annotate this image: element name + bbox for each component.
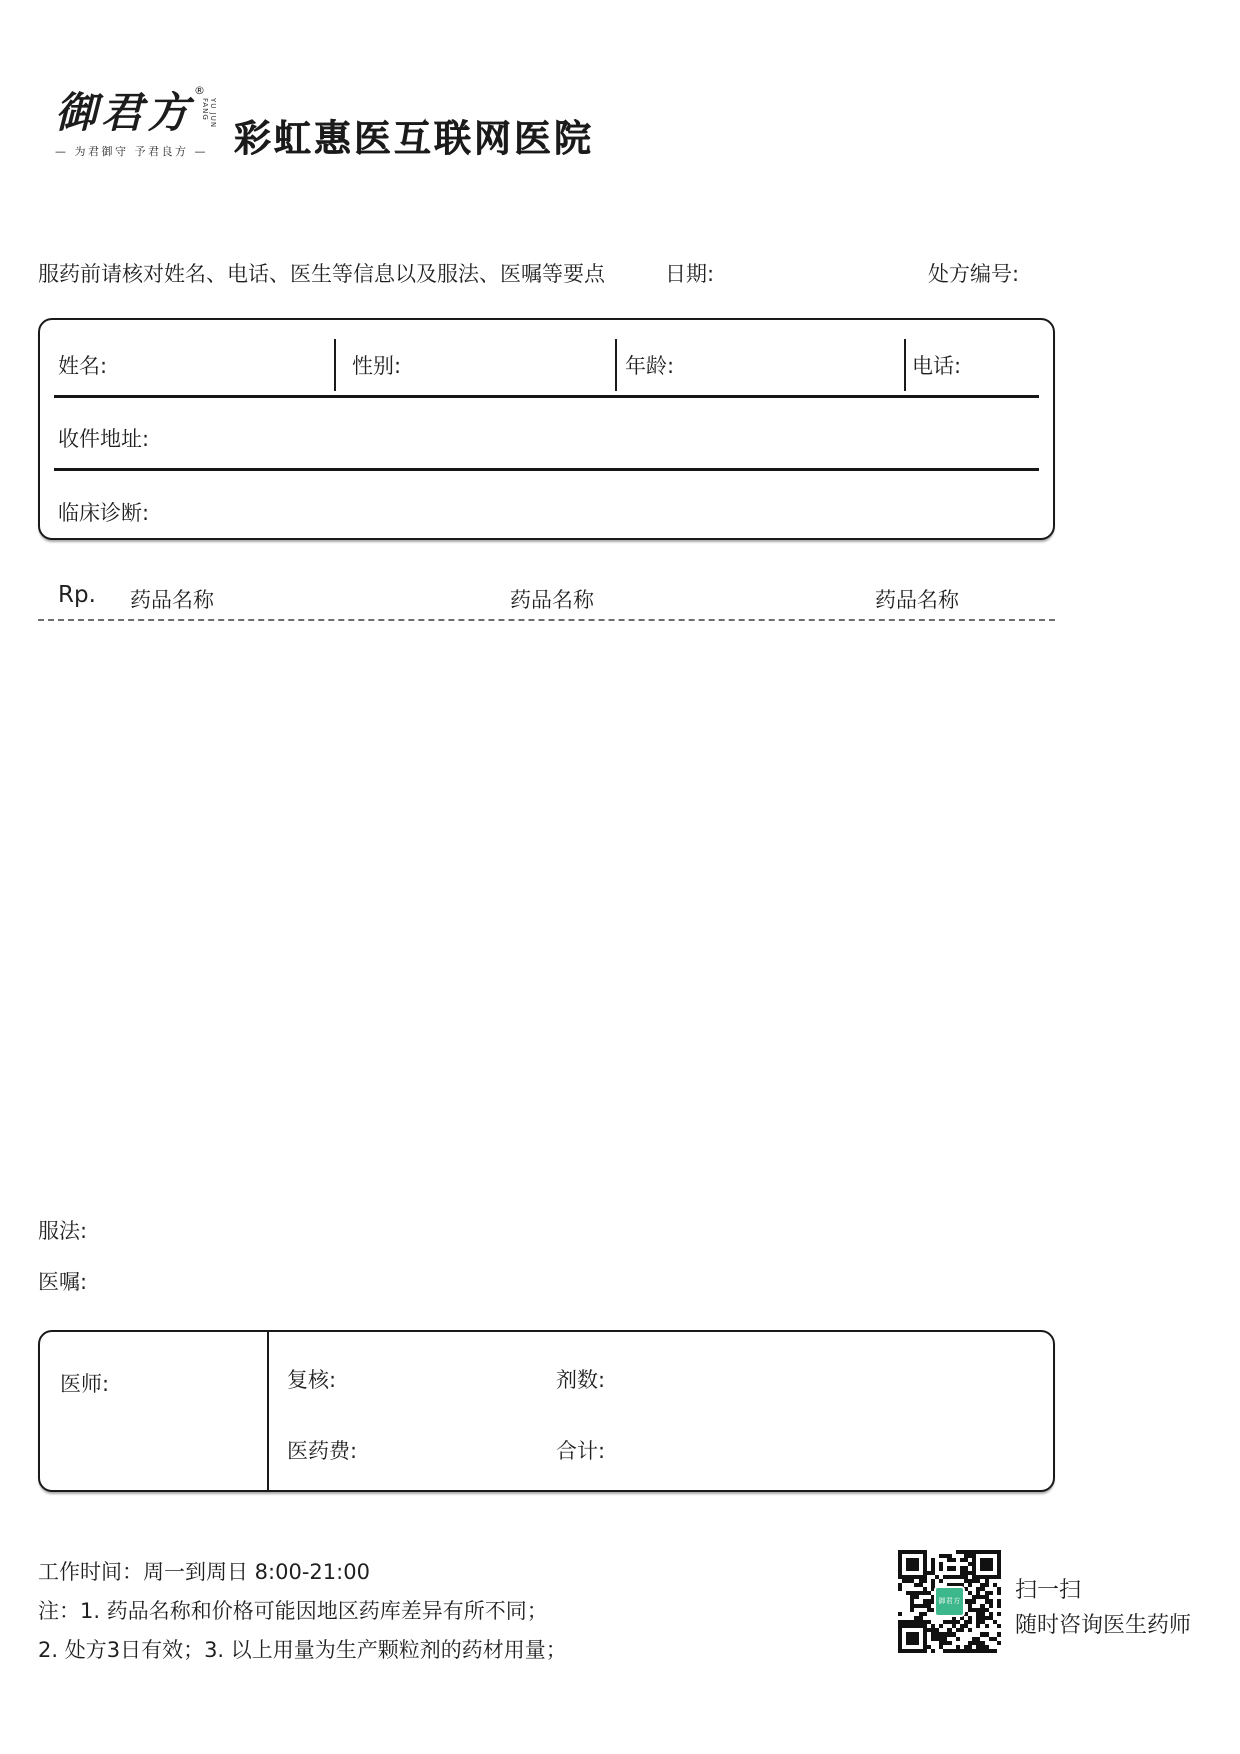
brand-logo [55, 84, 218, 159]
date-label: 日期: [665, 262, 715, 286]
meta-row [38, 258, 1055, 292]
signature-box [38, 1330, 1055, 1492]
row-divider [54, 468, 1039, 471]
dashed-separator [38, 619, 1055, 621]
doses-field-label: 剂数: [556, 1368, 606, 1392]
qr-center-logo: 御君方 [934, 1586, 965, 1617]
rx-header-row [38, 582, 1055, 612]
advice-field-label: 医嘱: [38, 1270, 88, 1294]
brand-logo-text: 御君方 [55, 88, 194, 137]
footer-note-line1: 注：1. 药品名称和价格可能因地区药库差异有所不同； [38, 1599, 548, 1623]
name-field-label: 姓名: [58, 354, 108, 378]
verification-notice: 服药前请核对姓名、电话、医生等信息以及服法、医嘱等要点 [38, 262, 605, 286]
qr-scan-subtext: 随时咨询医生药师 [1015, 1613, 1192, 1638]
drug-name-column-header: 药品名称 [510, 588, 594, 612]
diagnosis-field-label: 临床诊断: [58, 501, 150, 525]
column-divider [615, 339, 617, 391]
qr-code [898, 1550, 1001, 1653]
working-hours-text: 工作时间：周一到周日 8:00-21:00 [38, 1560, 370, 1584]
rp-label: Rp. [58, 582, 96, 608]
drug-name-column-header: 药品名称 [875, 588, 959, 612]
drug-name-column-header: 药品名称 [130, 588, 214, 612]
address-field-label: 收件地址: [58, 427, 150, 451]
registered-trademark-icon: ® [194, 84, 206, 97]
review-field-label: 复核: [287, 1368, 337, 1392]
doctor-field-label: 医师: [60, 1372, 110, 1396]
hospital-title: 彩虹惠医互联网医院 [234, 117, 594, 160]
qr-scan-label: 扫一扫 [1015, 1578, 1082, 1603]
phone-field-label: 电话: [912, 354, 962, 378]
row-divider [54, 395, 1039, 398]
column-divider [267, 1332, 269, 1490]
total-field-label: 合计: [556, 1439, 606, 1463]
brand-logo-pinyin: YU JUN FANG [201, 98, 218, 129]
gender-field-label: 性别: [352, 354, 402, 378]
usage-field-label: 服法: [38, 1219, 88, 1243]
brand-tagline: — 为君御守 予君良方 — [55, 145, 208, 158]
age-field-label: 年龄: [625, 354, 675, 378]
fee-field-label: 医药费: [287, 1439, 358, 1463]
column-divider [904, 339, 906, 391]
column-divider [334, 339, 336, 391]
patient-info-box [38, 318, 1055, 540]
patient-info-row [40, 320, 1053, 397]
footer-note-line2: 2. 处方3日有效；3. 以上用量为生产颗粒剂的药材用量； [38, 1638, 567, 1662]
rx-number-label: 处方编号: [928, 262, 1020, 286]
